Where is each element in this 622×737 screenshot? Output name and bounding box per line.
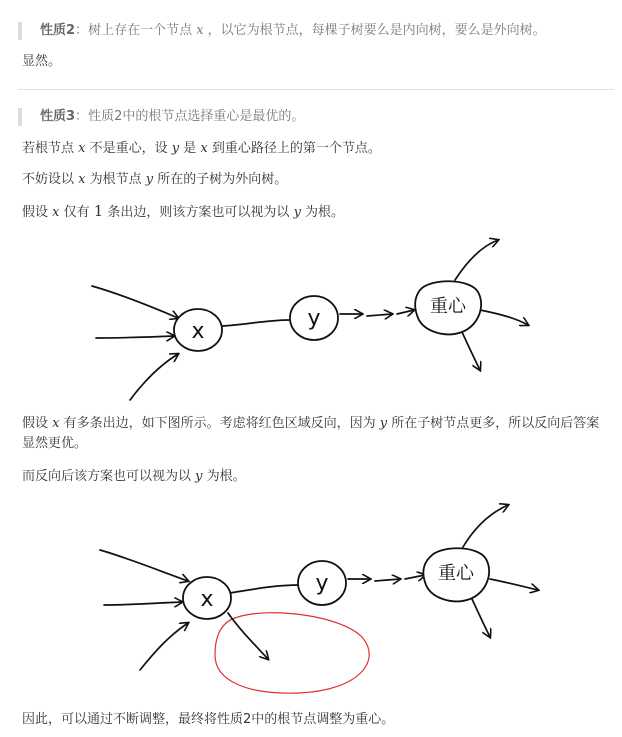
fig1-edge-in-1: [92, 286, 178, 318]
property-2-text-a: 树上存在一个节点: [88, 23, 197, 38]
property-3-quote: [18, 108, 304, 126]
property-2-colon: ：: [75, 23, 89, 38]
p4-var-x: x: [52, 416, 60, 431]
fig2-label-x: x: [200, 587, 214, 612]
fig2-edge-y-c-2: [375, 579, 400, 581]
p4-text-c: 所在子树节点更多，所以反向后答案显然更优。: [22, 416, 600, 451]
figure-2-diagram: [0, 495, 622, 700]
paragraph-6: 因此，可以通过不断调整，最终将性质2中的根节点调整为重心。: [22, 712, 395, 727]
fig2-edge-out-2: [490, 579, 538, 590]
paragraph-4: [22, 414, 604, 454]
fig2-edge-in-2: [104, 602, 182, 605]
fig2-label-centroid: 重心: [438, 563, 474, 584]
p3-text-b: 仅有: [59, 205, 94, 220]
fig2-edge-out-1: [463, 505, 508, 547]
fig2-edge-out-3: [472, 599, 490, 637]
property-3-label: 性质3: [40, 109, 76, 124]
p1-var-x2: x: [200, 141, 208, 156]
p3-text-c: 条出边，则该方案也可以视为以: [103, 205, 294, 220]
fig1-edge-out-3: [462, 332, 480, 370]
property-2-var-x: x: [196, 23, 204, 38]
fig1-edge-x-y: [222, 320, 290, 326]
p2-var-x: x: [78, 172, 86, 187]
p3-var-y: y: [293, 205, 301, 220]
property-3-text: 性质2中的根节点选择重心是最优的。: [88, 109, 305, 124]
p3-text-d: 为根。: [300, 205, 345, 220]
p1-text-d: 到重心路径上的第一个节点。: [207, 141, 381, 156]
obvious-paragraph: 显然。: [22, 54, 62, 69]
property-2-label: 性质2: [40, 23, 76, 38]
p3-text-a: 假设: [22, 205, 53, 220]
p5-var-y: y: [195, 469, 203, 484]
fig1-label-x: x: [191, 319, 205, 344]
fig2-label-y: y: [315, 571, 329, 596]
paragraph-3: [22, 201, 604, 223]
property-2-quote: [18, 22, 546, 40]
p1-var-x: x: [78, 141, 86, 156]
fig2-edge-in-3: [140, 623, 188, 670]
p4-var-y: y: [379, 416, 388, 431]
fig2-edge-x-y: [230, 585, 300, 593]
p3-number: 1: [93, 202, 104, 220]
fig1-edge-in-2: [96, 336, 174, 338]
fig1-label-y: y: [307, 306, 321, 331]
fig1-edge-in-3: [130, 354, 178, 400]
fig1-edge-y-c-3: [397, 310, 414, 314]
p1-text-a: 若根节点: [22, 141, 79, 156]
section-divider: [18, 89, 614, 90]
p1-text-b: 不是重心，设: [85, 141, 172, 156]
fig2-edge-x-red: [228, 613, 268, 659]
fig1-edge-y-c-2: [367, 314, 392, 316]
p3-var-x: x: [52, 205, 60, 220]
paragraph-5: [22, 467, 604, 487]
fig1-edge-out-2: [480, 310, 528, 325]
p5-text-b: 为根。: [202, 469, 246, 484]
paragraph-2: [22, 170, 604, 190]
property-2-text-b: ，以它为根节点，每棵子树要么是内向树，要么是外向树。: [203, 23, 546, 38]
p1-text-c: 是: [179, 141, 201, 156]
p2-var-y: y: [145, 172, 154, 187]
paragraph-1: [22, 139, 604, 159]
figure-1-diagram: [0, 230, 622, 410]
p2-text-c: 所在的子树为外向树。: [153, 172, 288, 187]
fig1-edge-out-1: [455, 240, 498, 280]
fig2-edge-in-1: [100, 550, 188, 581]
p4-text-b: 有多条出边，如下图所示。考虑将红色区域反向，因为: [59, 416, 380, 431]
p1-var-y: y: [171, 141, 180, 156]
p2-text-a: 不妨设以: [22, 172, 79, 187]
fig1-label-centroid: 重心: [430, 296, 466, 317]
p4-text-a: 假设: [22, 416, 53, 431]
p2-text-b: 为根节点: [85, 172, 146, 187]
property-3-colon: ：: [75, 109, 89, 124]
fig2-edge-y-c-3: [405, 575, 425, 579]
p5-text-a: 而反向后该方案也可以视为以: [22, 469, 196, 484]
